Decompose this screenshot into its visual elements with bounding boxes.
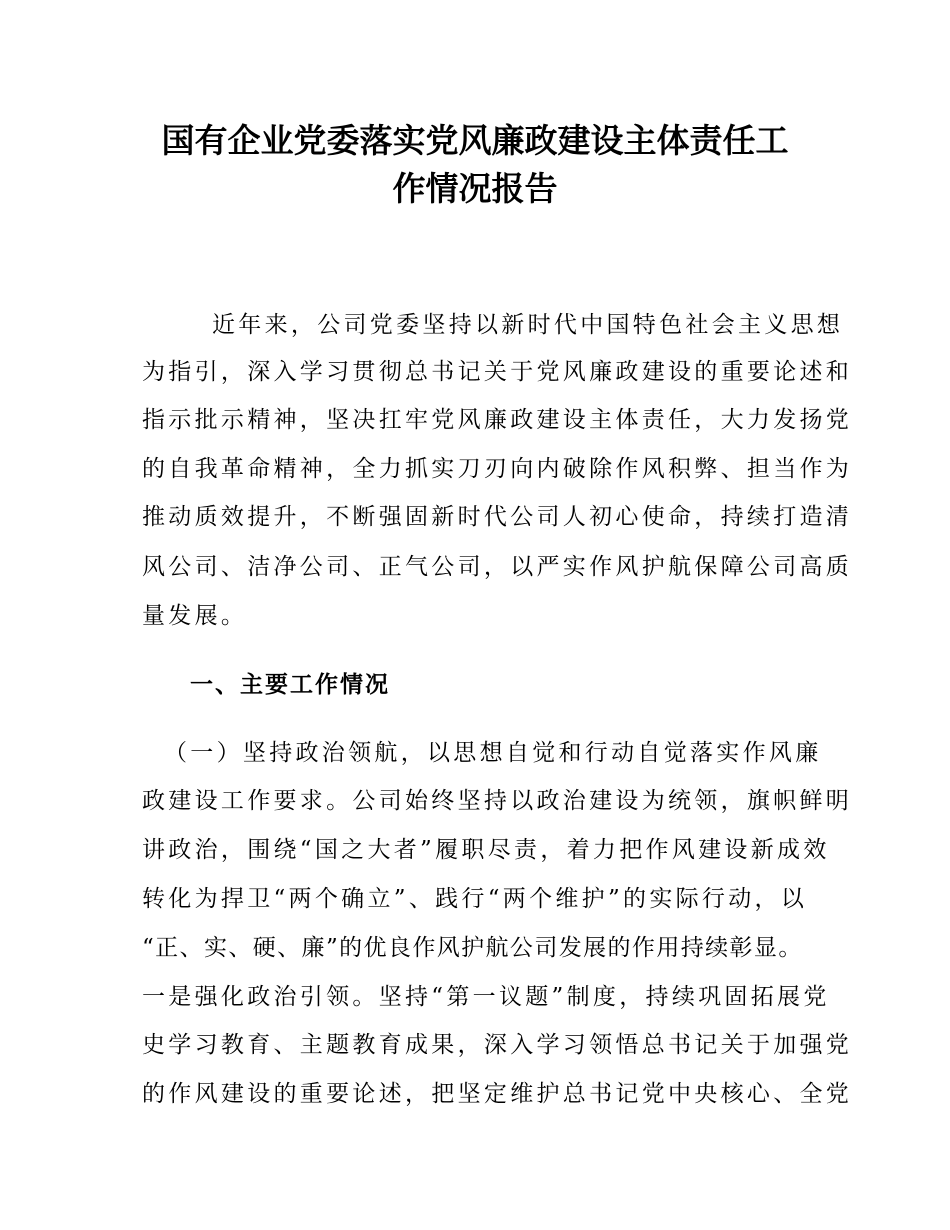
section-paragraph-line: 一是强化政治引领。坚持“第一议题”制度，持续巩固拓展党 [142, 984, 830, 1010]
section-heading-main-work: 一、主要工作情况 [190, 672, 390, 698]
intro-paragraph-line: 近年来，公司党委坚持以新时代中国特色社会主义思想 [212, 312, 844, 338]
section-paragraph-line: （一）坚持政治领航，以思想自觉和行动自觉落实作风廉 [164, 740, 822, 766]
section-paragraph-line: 讲政治，围绕“国之大者”履职尽责，着力把作风建设新成效 [142, 837, 830, 863]
intro-paragraph-line: 的自我革命精神，全力抓实刀刃向内破除作风积弊、担当作为 [142, 456, 853, 482]
section-paragraph-line: “正、实、硬、廉”的优良作风护航公司发展的作用持续彰显。 [142, 935, 803, 961]
document-title-line-2: 作情况报告 [392, 169, 558, 208]
section-paragraph-line: 转化为捍卫“两个确立”、践行“两个维护”的实际行动，以 [142, 886, 808, 912]
section-paragraph-line: 史学习教育、主题教育成果，深入学习领悟总书记关于加强党 [142, 1032, 853, 1058]
intro-paragraph-line: 风公司、洁净公司、正气公司，以严实作风护航保障公司高质 [142, 554, 853, 580]
section-paragraph-line: 的作风建设的重要论述，把坚定维护总书记党中央核心、全党 [142, 1081, 853, 1107]
intro-paragraph-line: 指示批示精神，坚决扛牢党风廉政建设主体责任，大力发扬党 [142, 407, 853, 433]
section-paragraph-line: 政建设工作要求。公司始终坚持以政治建设为统领，旗帜鲜明 [142, 788, 853, 814]
intro-paragraph-line: 量发展。 [142, 603, 248, 629]
intro-paragraph-line: 推动质效提升，不断强固新时代公司人初心使命，持续打造清 [142, 504, 853, 530]
document-title-line-1: 国有企业党委落实党风廉政建设主体责任工 [161, 121, 789, 160]
intro-paragraph-line: 为指引，深入学习贯彻总书记关于党风廉政建设的重要论述和 [142, 359, 853, 385]
